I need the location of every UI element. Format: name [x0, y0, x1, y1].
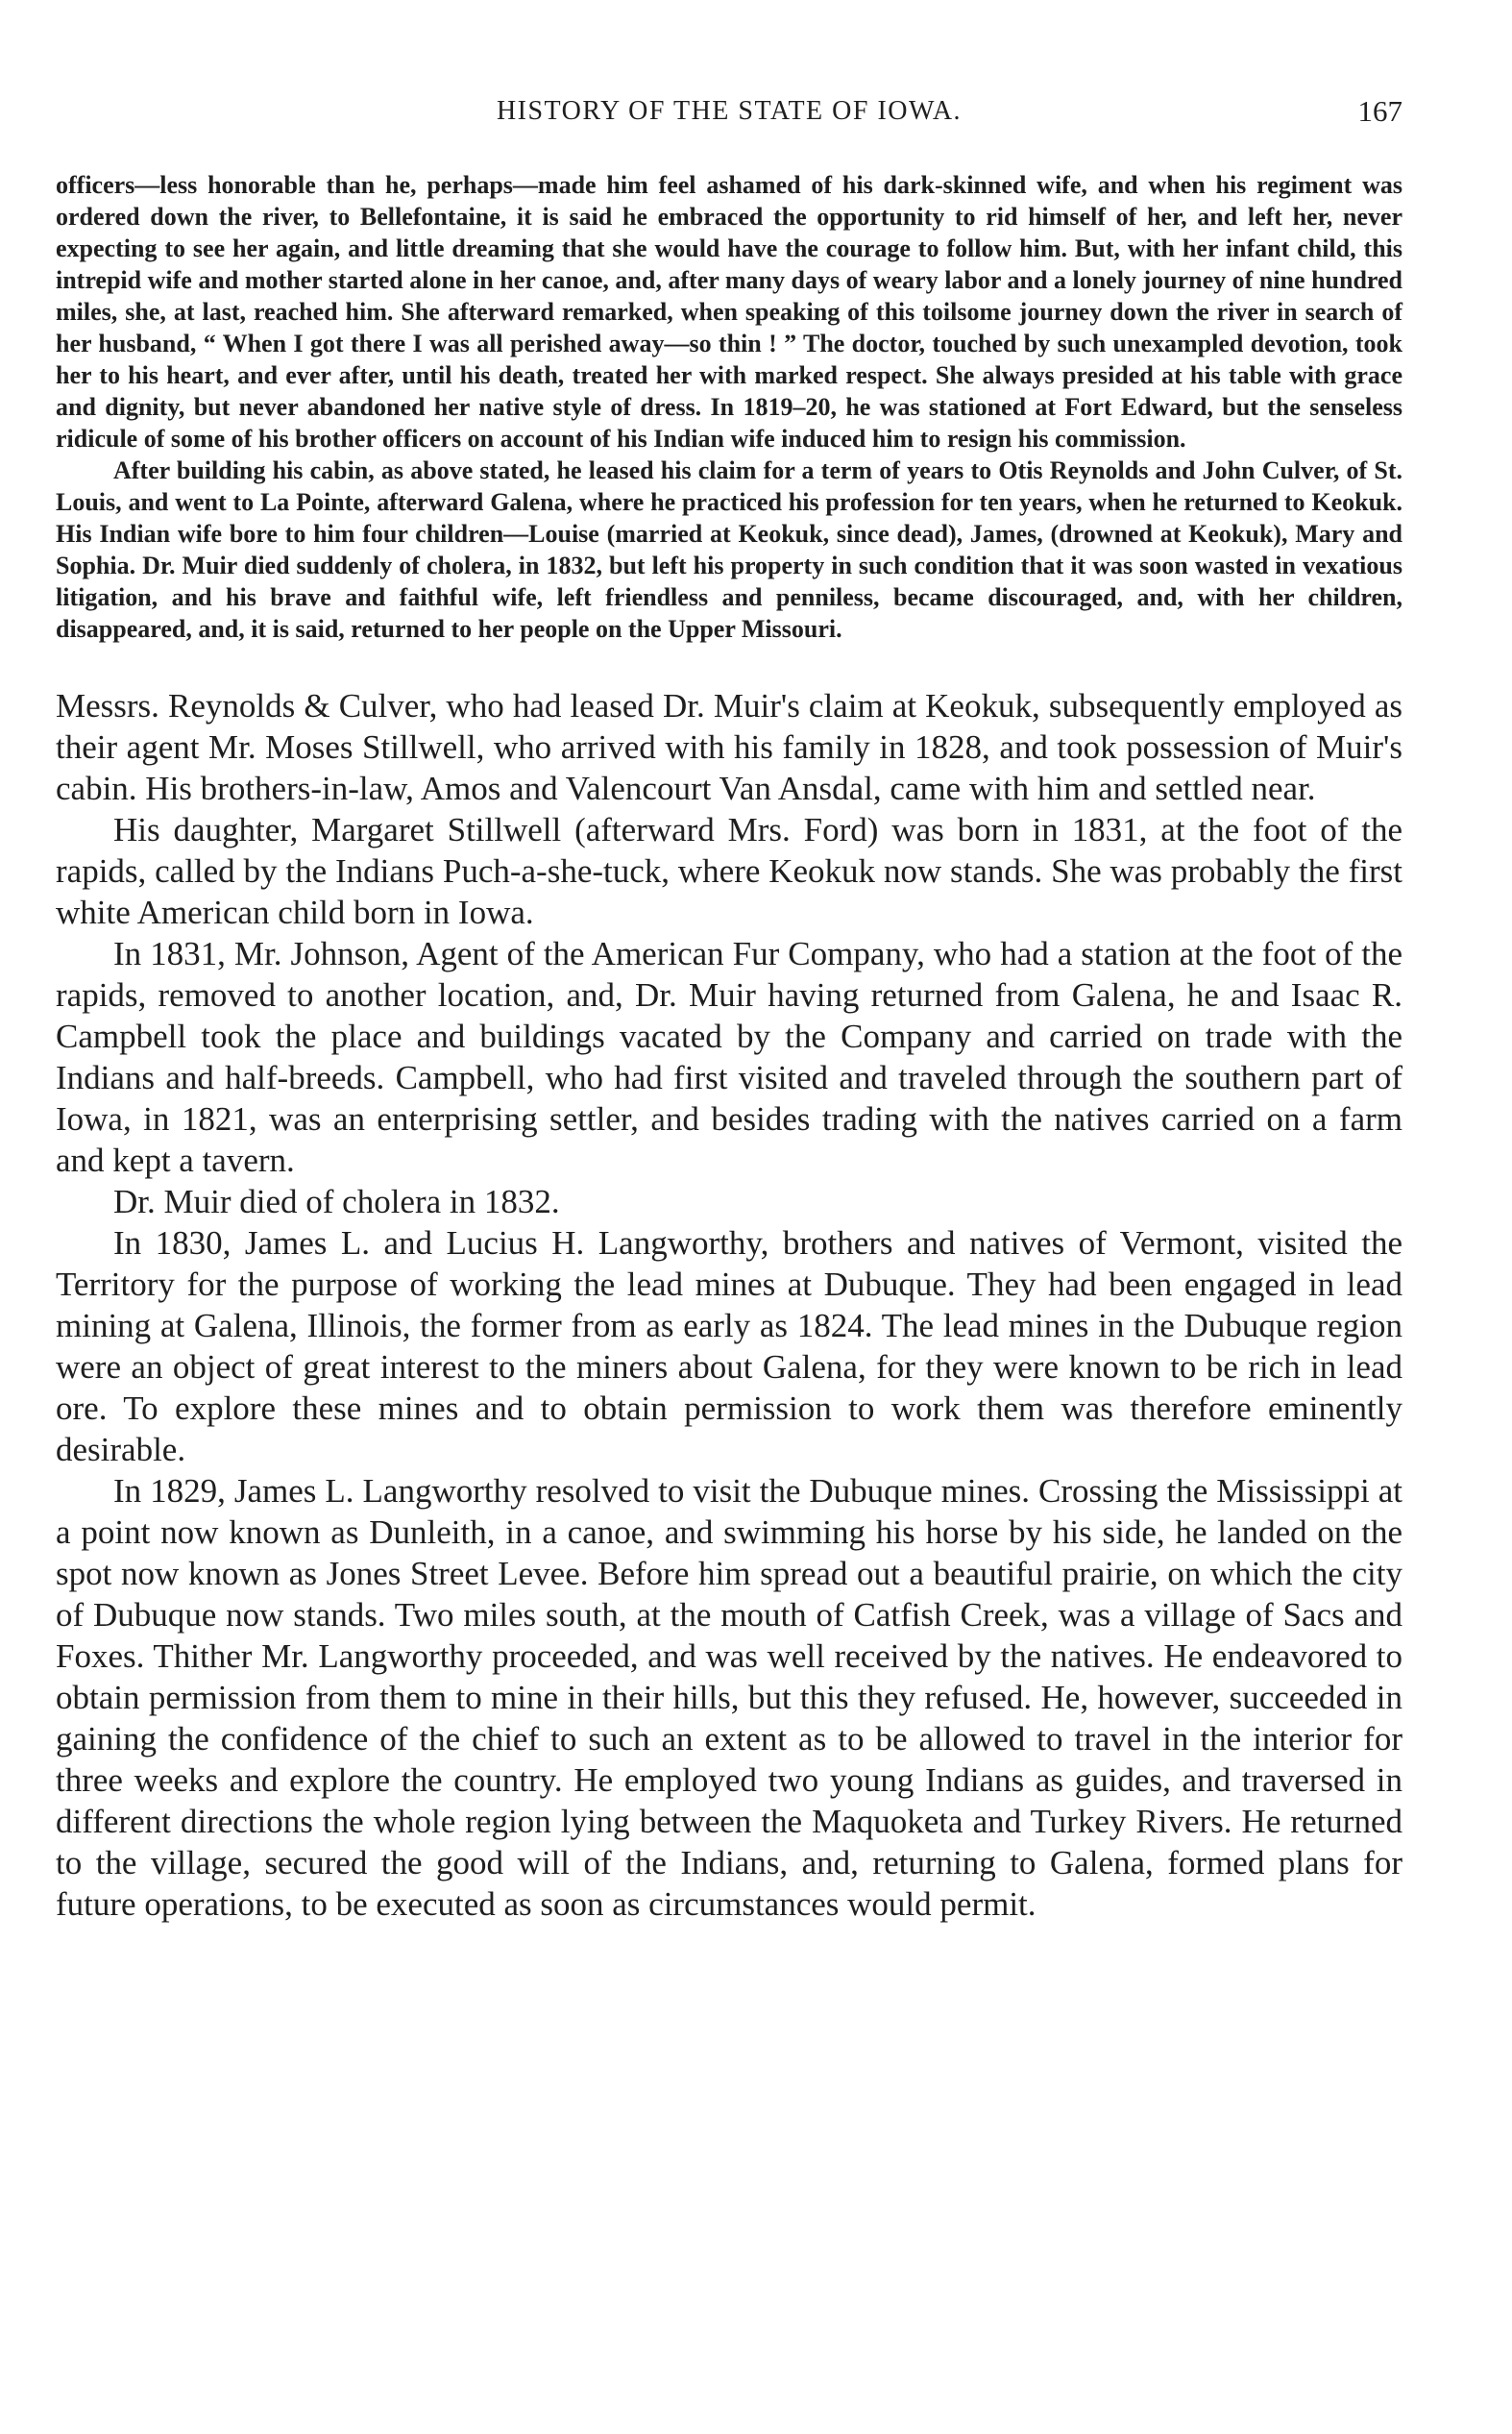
main-paragraph: His daughter, Margaret Stillwell (afterward Mrs. Ford) was born in 1831, at the foot of the rapids, called by the Indians Puch-a-she-tuck, where Keokuk now stands. She was probably the first white American child born in Iowa.: [56, 811, 1402, 931]
main-text-section: [56, 685, 1402, 1925]
main-paragraph: In 1830, James L. and Lucius H. Langworthy, brothers and natives of Vermont, visited the Territory for the purpose of working the lead mines at Dubuque. They had been engaged in lead mining at Galena, Illinois, the former from as early as 1824. The lead mines in the Dubuque region were an object of great interest to the miners about Galena, for they were known to be rich in lead ore. To explore these mines and to obtain permission to work them was therefore eminently desirable.: [56, 1224, 1402, 1468]
page-number: 167: [1357, 94, 1402, 128]
small-paragraph: officers—less honorable than he, perhaps—made him feel ashamed of his dark-skinned wife, and when his regiment was ordered down the river, to Bellefontaine, it is said he embraced the opportunity to rid himself of her, and left her, never expecting to see her again, and little dreaming that she would have the courage to follow him. But, with her infant child, this intrepid wife and mother started alone in her canoe, and, after many days of weary labor and a lonely journey of nine hundred miles, she, at last, reached him. She afterward remarked, when speaking of this toilsome journey down the river in search of her husband, “ When I got there I was all perished away—so thin ! ” The doctor, touched by such unexampled devotion, took her to his heart, and ever after, until his death, treated her with marked respect. She always presided at his table with grace and dignity, but never abandoned her native style of dress. In 1819–20, he was stationed at Fort Edward, but the senseless ridicule of some of his brother officers on account of his Indian wife induced him to resign his commission.: [56, 171, 1402, 453]
main-paragraph: In 1831, Mr. Johnson, Agent of the American Fur Company, who had a station at the foot of the rapids, removed to another location, and, Dr. Muir having returned from Galena, he and Isaac R. Campbell took the place and buildings vacated by the Company and carried on trade with the Indians and half-breeds. Campbell, who had first visited and traveled through the southern part of Iowa, in 1821, was an enterprising settler, and besides trading with the natives carried on a farm and kept a tavern.: [56, 935, 1402, 1179]
running-head: [56, 88, 1402, 135]
small-paragraph: After building his cabin, as above stated, he leased his claim for a term of years to Otis Reynolds and John Culver, of St. Louis, and went to La Pointe, afterward Galena, where he practiced his profession for ten years, when he returned to Keokuk. His Indian wife bore to him four children—Louise (married at Keokuk, since dead), James, (drowned at Keokuk), Mary and Sophia. Dr. Muir died suddenly of cholera, in 1832, but left his property in such condition that it was soon wasted in vexatious litigation, and his brave and faithful wife, left friendless and penniless, became discouraged, and, with her children, disappeared, and, it is said, returned to her people on the Upper Missouri.: [56, 456, 1402, 643]
main-paragraph: Dr. Muir died of cholera in 1832.: [113, 1183, 560, 1220]
main-paragraph: Messrs. Reynolds & Culver, who had leased Dr. Muir's claim at Keokuk, subsequently employed as their agent Mr. Moses Stillwell, who arrived with his family in 1828, and took possession of Muir's cabin. His brothers-in-law, Amos and Valencourt Van Ansdal, came with him and settled near.: [56, 687, 1402, 807]
running-title: HISTORY OF THE STATE OF IOWA.: [496, 96, 963, 126]
small-print-section: [56, 169, 1402, 645]
book-page: [56, 88, 1402, 1925]
main-paragraph: In 1829, James L. Langworthy resolved to visit the Dubuque mines. Crossing the Mississippi at a point now known as Dunleith, in a canoe, and swimming his horse by his side, he landed on the spot now known as Jones Street Levee. Before him spread out a beautiful prairie, on which the city of Dubuque now stands. Two miles south, at the mouth of Catfish Creek, was a village of Sacs and Foxes. Thither Mr. Langworthy proceeded, and was well received by the natives. He endeavored to obtain permission from them to mine in their hills, but this they refused. He, however, succeeded in gaining the confidence of the chief to such an extent as to be allowed to travel in the interior for three weeks and explore the country. He employed two young Indians as guides, and traversed in different directions the whole region lying between the Maquoketa and Turkey Rivers. He returned to the village, secured the good will of the Indians, and, returning to Galena, formed plans for future operations, to be executed as soon as circumstances would permit.: [56, 1472, 1402, 1923]
